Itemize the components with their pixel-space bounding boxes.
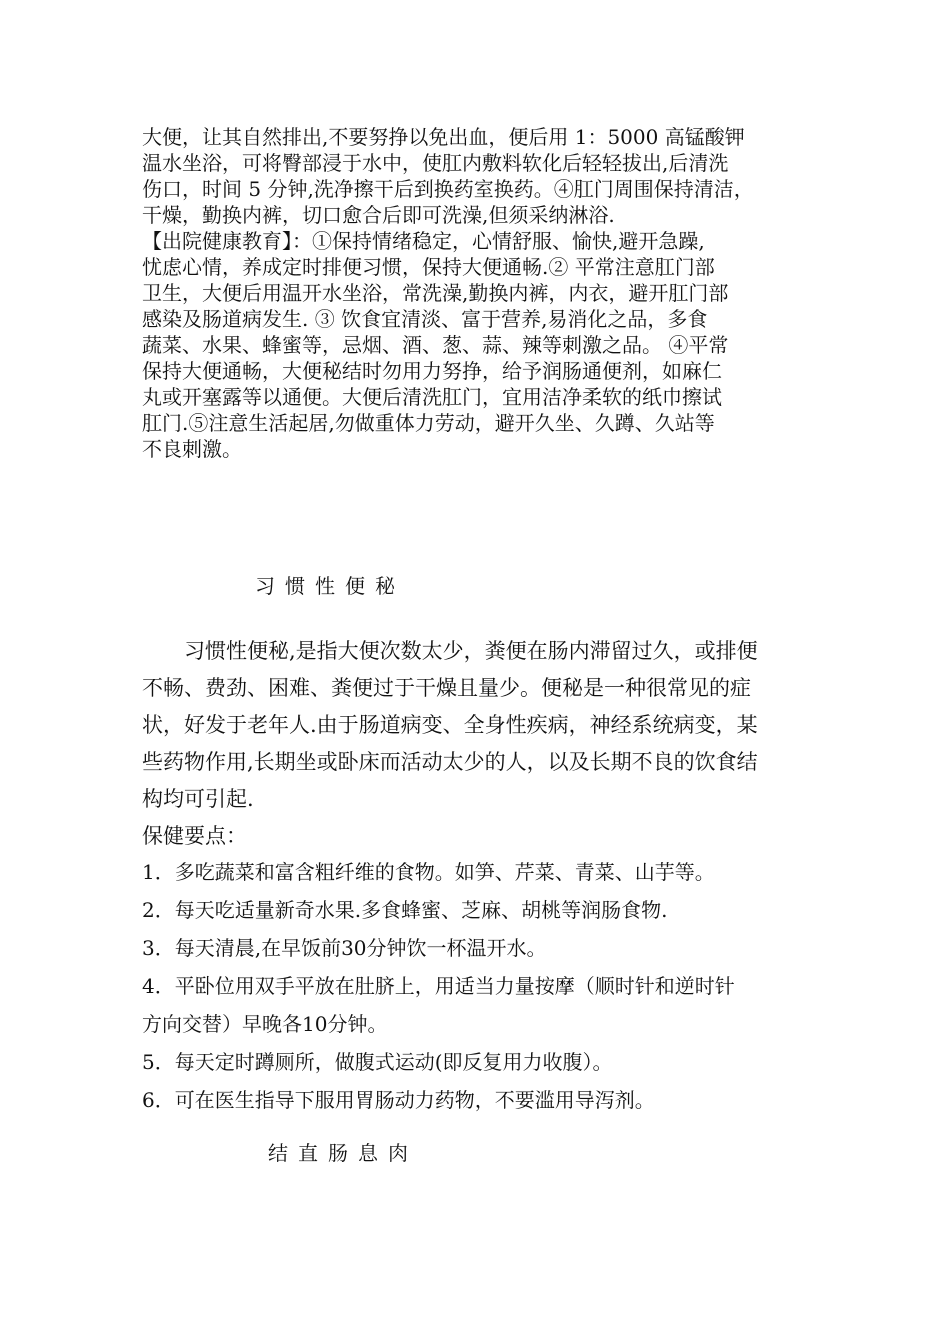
section-title-colorectal-polyp: 结直肠息肉 (268, 1141, 418, 1165)
text-line: 丸或开塞露等以通便。大便后清洗肛门，宜用洁净柔软的纸巾擦试 (142, 385, 722, 409)
text-line: 温水坐浴，可将臀部浸于水中，使肛内敷料软化后轻轻拔出,后清洗 (142, 151, 729, 175)
text-line: 保持大便通畅，大便秘结时勿用力努挣，给予润肠通便剂，如麻仁 (142, 359, 722, 383)
text-line: 卫生，大便后用温开水坐浴，常洗澡,勤换内裤，内衣，避开肛门部 (142, 281, 729, 305)
list-item: 3．每天清晨,在早饭前30分钟饮一杯温开水。 (142, 936, 547, 960)
text-line: 不畅、费劲、困难、粪便过于干燥且量少。便秘是一种很常见的症 (142, 676, 751, 700)
care-points-heading: 保健要点： (142, 824, 247, 848)
text-line: 习惯性便秘,是指大便次数太少，粪便在肠内滞留过久，或排便 (142, 639, 758, 663)
text-line: 感染及肠道病发生. ③ 饮食宜清淡、富于营养,易消化之品，多食 (142, 307, 708, 331)
text-line: 干燥，勤换内裤，切口愈合后即可洗澡,但须采纳淋浴. (142, 203, 615, 227)
list-item: 2．每天吃适量新奇水果.多食蜂蜜、芝麻、胡桃等润肠食物. (142, 898, 668, 922)
text-line: 忧虑心情，养成定时排便习惯，保持大便通畅.② 平常注意肛门部 (142, 255, 715, 279)
text-line: 蔬菜、水果、蜂蜜等，忌烟、酒、葱、蒜、辣等刺激之品。 ④平常 (142, 333, 729, 357)
list-item: 4．平卧位用双手平放在肚脐上，用适当力量按摩（顺时针和逆时针 (142, 974, 735, 998)
text-line: 肛门.⑤注意生活起居,勿做重体力劳动，避开久坐、久蹲、久站等 (142, 411, 715, 435)
list-item: 5．每天定时蹲厕所，做腹式运动(即反复用力收腹）。 (142, 1050, 613, 1074)
text-line: 状，好发于老年人.由于肠道病变、全身性疾病，神经系统病变，某 (142, 713, 758, 737)
text-line: 大便，让其自然排出,不要努挣以免出血，便后用 1：5000 高锰酸钾 (142, 125, 745, 149)
text-line: 些药物作用,长期坐或卧床而活动太少的人，以及长期不良的饮食结 (142, 750, 758, 774)
discharge-education-line: 【出院健康教育】：①保持情绪稳定，心情舒服、愉快,避开急躁, (142, 229, 705, 253)
care-points-list (142, 853, 822, 1119)
text-line: 不良刺激。 (142, 437, 242, 461)
list-item: 1．多吃蔬菜和富含粗纤维的食物。如笋、芹菜、青菜、山芋等。 (142, 860, 715, 884)
list-item: 方向交替）早晚各10分钟。 (142, 1012, 388, 1036)
list-item: 6．可在医生指导下服用胃肠动力药物，不要滥用导泻剂。 (142, 1088, 655, 1112)
section-title-constipation: 习惯性便秘 (255, 574, 405, 598)
constipation-paragraph (142, 633, 822, 855)
discharge-instructions-block (142, 124, 822, 462)
text-line: 伤口，时间 5 分钟,洗净擦干后到换药室换药。④肛门周围保持清洁， (142, 177, 754, 201)
text-line: 构均可引起. (142, 787, 254, 811)
